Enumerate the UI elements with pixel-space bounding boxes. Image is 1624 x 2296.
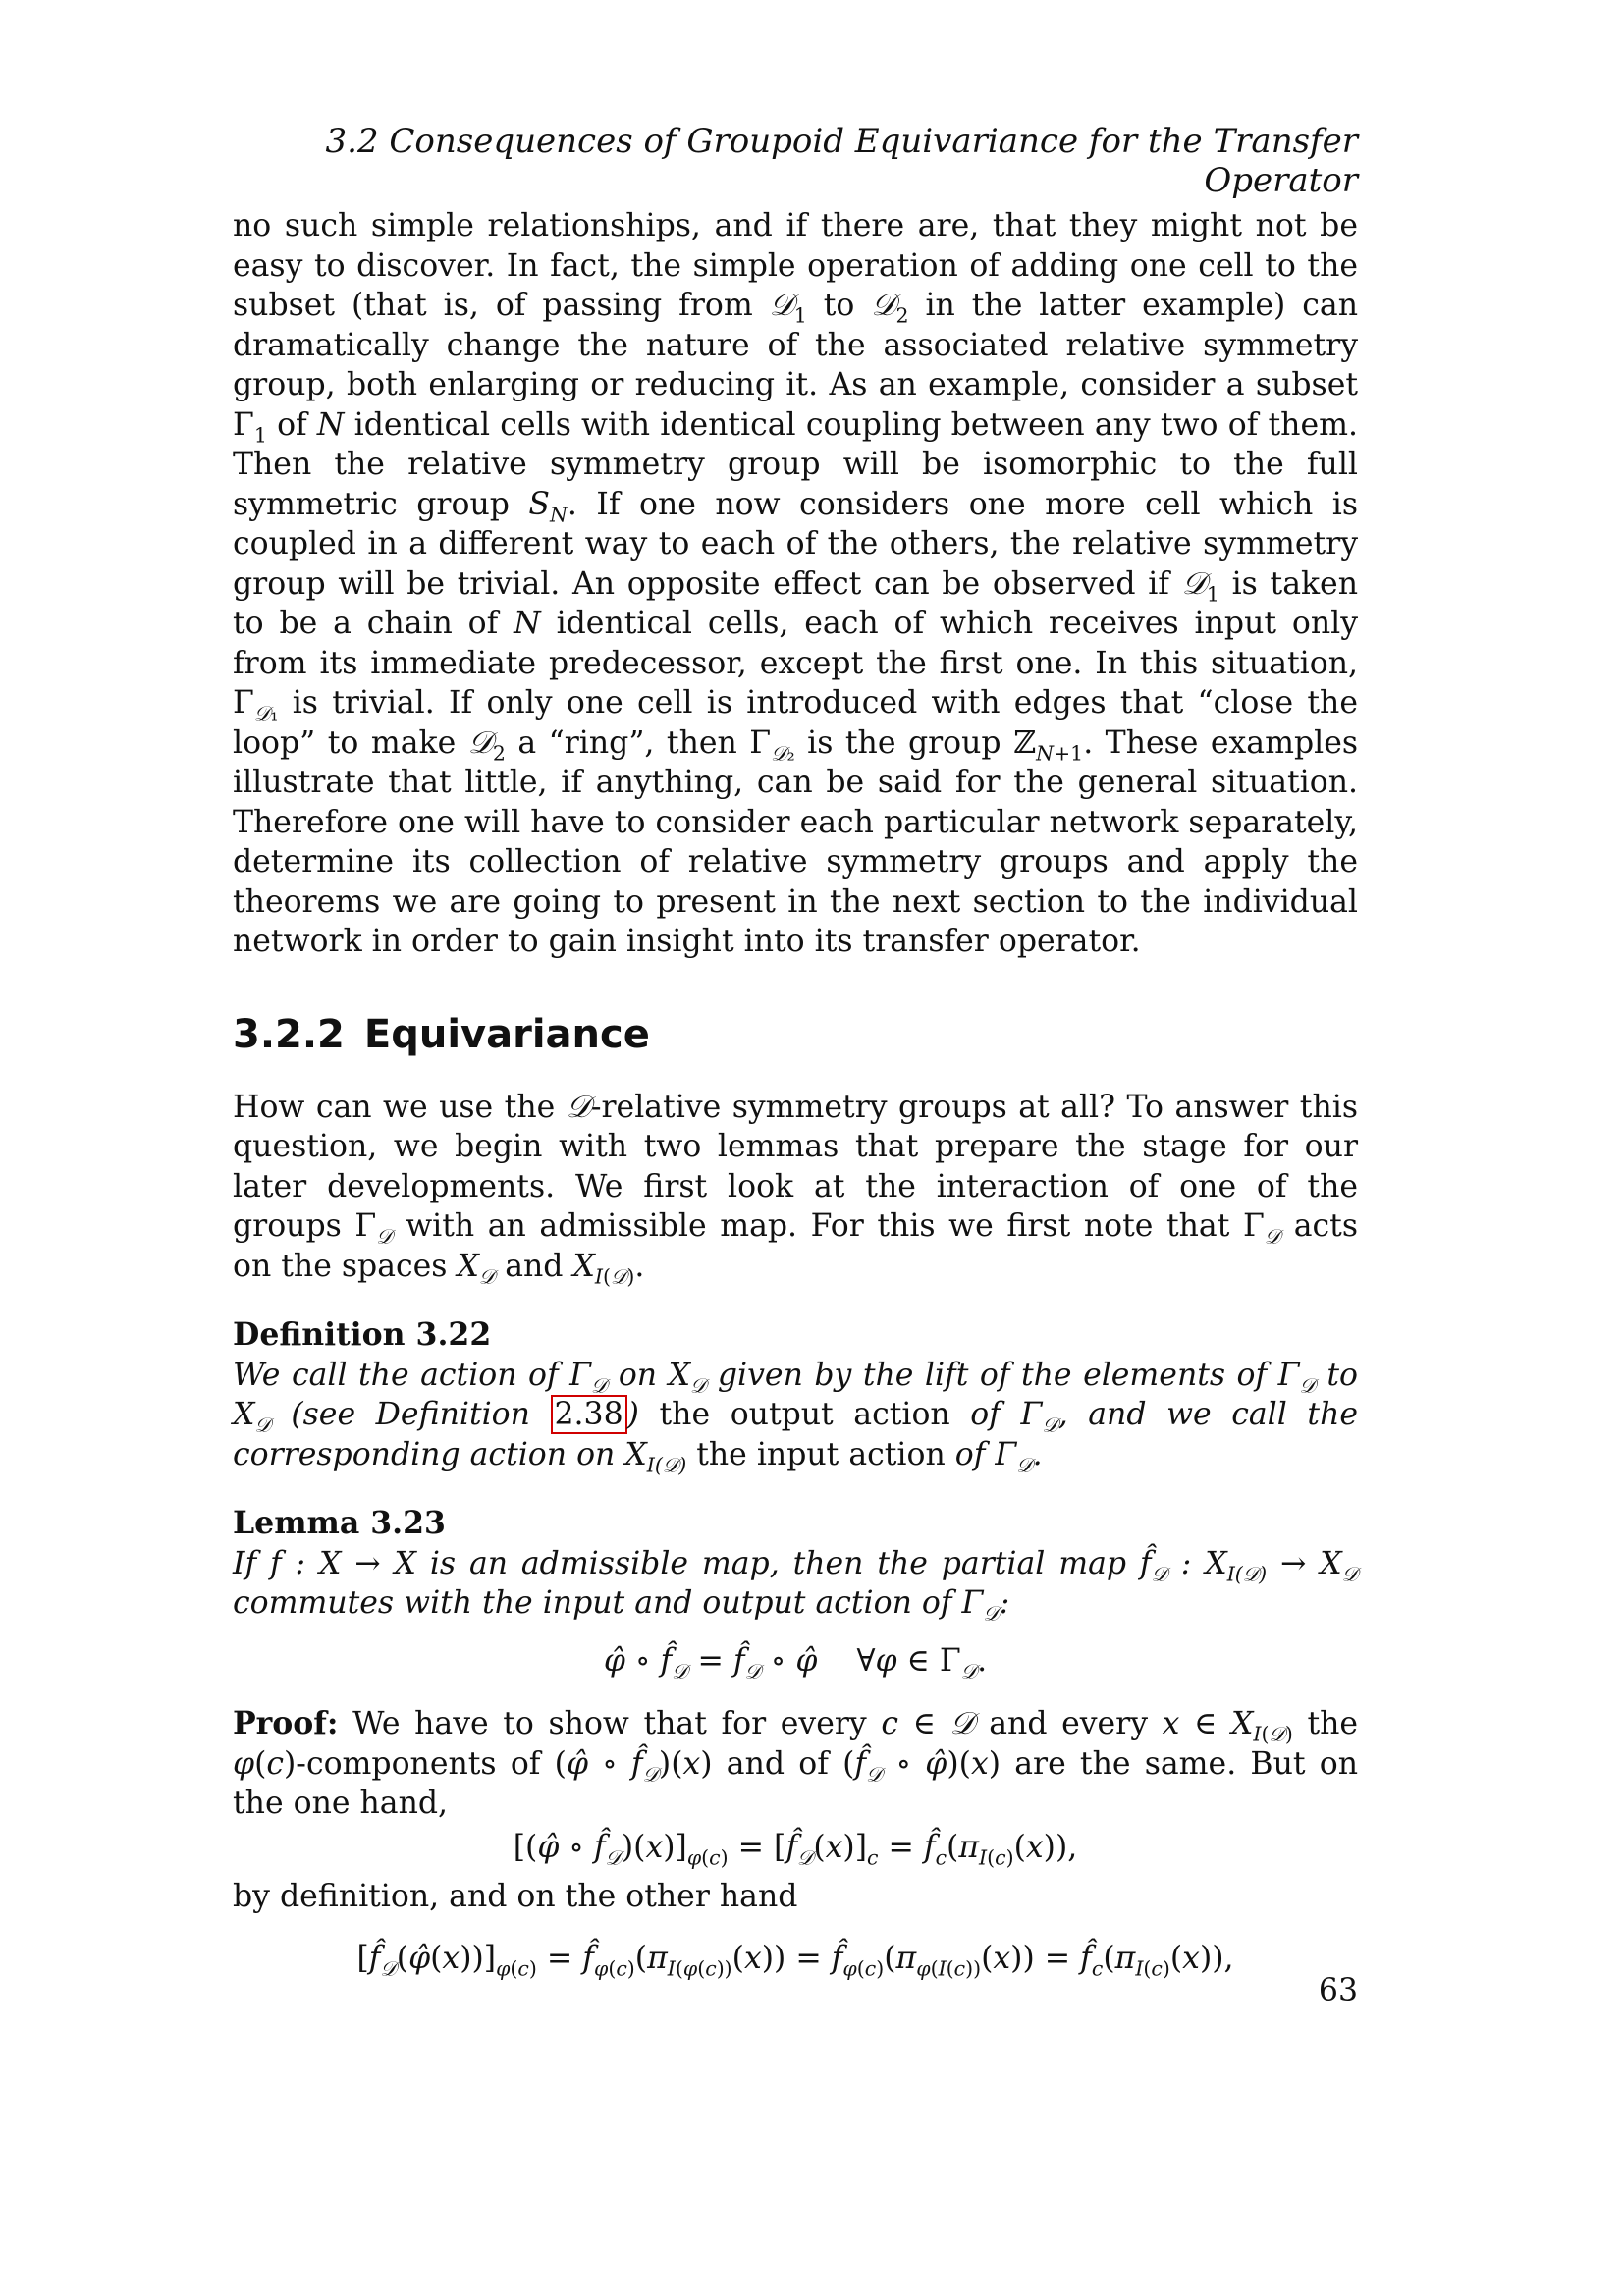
lemma-block <box>233 1504 1358 1681</box>
definition-title: Definition 3.22 <box>233 1316 492 1353</box>
lemma-title: Lemma 3.23 <box>233 1505 446 1541</box>
proof-equation-2: $[f̂_𝒟(\varphî(x))]_{\varphi(c)}$ = $f̂_{\varphi(c)}(\pi_{I(\varphi(c))}(x))$ = $f̂_{\varphi(c)}(\pi_{\varphi(I(c))}(x))$ = $f̂_c(\pi_{I(c)}(x))$, <box>356 1940 1234 1980</box>
lemma-text: If f : X → X is an admissible map, then the partial map $f̂_𝒟$ : $X_{I(𝒟)} \to X_𝒟$ commutes with the input and output action of $\Gamma_𝒟$: <box>233 1545 1359 1626</box>
section-heading <box>233 1011 1358 1058</box>
paragraph-2: How can we use the 𝒟-relative symmetry groups at all? To answer this question, we begin with two lemmas that prepare the stage for our later developments. We first look at the interaction of one of the groups $\Gamma_𝒟$ with an admissible map. For this we first note that $\Gamma_𝒟$ acts on the spaces $X_𝒟$ and $X_{I(𝒟)}$. <box>233 1089 1358 1288</box>
lemma-equation: φ̂ ∘ $f̂_𝒟$ = $f̂_𝒟$ ∘ φ̂ ∀φ ∈ $\Gamma_𝒟$. <box>603 1642 988 1682</box>
paragraph-1: no such simple relationships, and if there are, that they might not be easy to discover. In fact, the simple operation of adding one cell to the subset (that is, of passing from 𝒟$_1$ to 𝒟$_2$ in the latter example) can dramatically change the nature of the associated relative symmetry group, both enlarging or reducing it. As an example, consider a subset $\Gamma_1$ of N identical cells with identical coupling between any two of them. Then the relative symmetry group will be isomorphic to the full symmetric group $S_N$. If one now considers one more cell which is coupled in a different way to each of the others, the relative symmetry group will be trivial. An opposite effect can be observed if 𝒟$_1$ is taken to be a chain of N identical cells, each of which receives input only from its immediate predecessor, except the first one. In this situation, $\Gamma_{𝒟_1}$ is trivial. If only one cell is introduced with edges that “close the loop” to make 𝒟$_2$ a “ring”, then $\Gamma_{𝒟_2}$ is the group ℤ$_{N+1}$. These examples illustrate that little, if anything, can be said for the general situation. Therefore one will have to consider each particular network separately, determine its collection of relative symmetry groups and apply the theorems we are going to present in the next section to the individual network in order to gain insight into its transfer operator. <box>233 208 1359 959</box>
section-number: 3.2.2 <box>233 1011 345 1057</box>
proof-label: Proof: <box>233 1705 339 1741</box>
proof-block <box>233 1704 1358 1978</box>
proof-text: Proof: We have to show that for every c ∈ 𝒟 and every x ∈ $X_{I(𝒟)}$ the φ(c)-components of (φ̂ ∘ $f̂_𝒟)(x)$ and of ($f̂_𝒟$ ∘ φ̂)(x) are the same. But on the one hand, <box>233 1705 1359 1821</box>
running-head: 3.2 Consequences of Groupoid Equivariance for the Transfer Operator <box>325 122 1358 200</box>
proof-middle-text: by definition, and on the other hand <box>233 1879 798 1914</box>
section-title: Equivariance <box>363 1011 650 1057</box>
proof-equation-1: [(φ̂ ∘ $f̂_𝒟)(x)]_{\varphi(c)}$ = $[f̂_𝒟(x)]_c$ = $f̂_c(\pi_{I(c)}(x))$, <box>513 1829 1078 1869</box>
page-body <box>233 206 1358 1988</box>
page-number: 63 <box>1318 1973 1358 2008</box>
definition-text: We call the action of $\Gamma_𝒟$ on $X_𝒟$ given by the lift of the elements of $\Gamma_𝒟$ to $X_𝒟$ (see Definition 2.38 ) the output action of $\Gamma_𝒟$, and we call the corresponding action on $X_{I(𝒟)}$ the input action of $\Gamma_𝒟$. <box>233 1357 1359 1476</box>
definition-reference-link[interactable]: 2.38 <box>551 1395 627 1434</box>
definition-block <box>233 1315 1358 1474</box>
